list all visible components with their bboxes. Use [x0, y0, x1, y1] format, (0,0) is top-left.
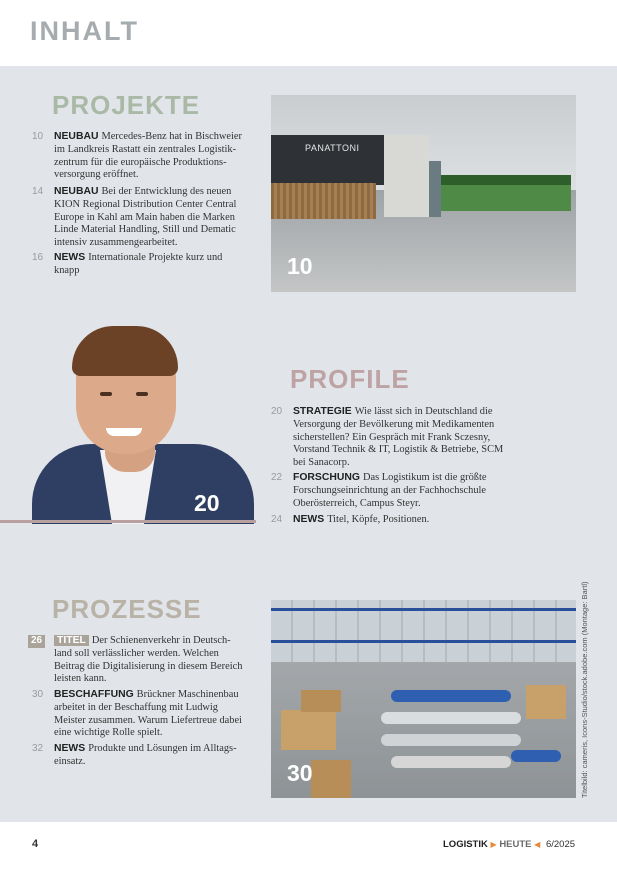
page-header: [0, 0, 617, 66]
portrait-photo: [0, 322, 256, 524]
entry-text-line: Versorgung der Bevölkerung mit Medikamenten: [293, 418, 495, 430]
entry-text-line: versorgung eröffnet.: [54, 169, 139, 181]
entry-text-line: Wie lässt sich in Deutschland die: [354, 406, 493, 417]
entry-text-line: im Landkreis Rastatt ein zentrales Logistik-: [54, 143, 237, 155]
entry-keyword: NEUBAU: [54, 131, 99, 142]
section-title-projekte: PROJEKTE: [52, 90, 201, 120]
entry-keyword: NEWS: [54, 252, 86, 263]
brand-name-part1: LOGISTIK: [443, 839, 488, 850]
entry-text-line: zentrum für die europäische Produktions-: [54, 156, 227, 168]
entry-text-line: Linde Material Handling, Still und Dematic: [54, 224, 236, 236]
brand-arrow-icon: ▶: [490, 840, 497, 849]
toc-entry[interactable]: [32, 635, 262, 686]
entry-keyword: NEWS: [54, 743, 86, 754]
entry-keyword: NEUBAU: [54, 186, 99, 197]
section-title-prozesse: PROZESSE: [52, 594, 202, 624]
entry-page-number: 16: [32, 252, 44, 263]
entry-text-line: Brückner Maschinenbau: [136, 689, 239, 700]
entry-keyword: STRATEGIE: [293, 406, 352, 417]
entry-text-line: eine wichtige Rolle spielt.: [54, 727, 163, 739]
entry-text-line: Meister zusammen. Warum Liefertreue dabei: [54, 714, 242, 726]
entry-text-line: Oberösterreich, Campus Steyr.: [293, 497, 421, 509]
toc-entry[interactable]: [271, 472, 571, 510]
entry-text-line: Produkte und Lösungen im Alltags-: [88, 743, 237, 754]
entry-keyword: BESCHAFFUNG: [54, 689, 134, 700]
entry-text-line: Mercedes-Benz hat in Bischweier: [101, 131, 242, 142]
section-title-profile: PROFILE: [290, 364, 410, 394]
page-title: INHALT: [30, 16, 139, 46]
entry-text-line: arbeitet in der Beschaffung mit Ludwig: [54, 701, 218, 713]
entry-page-number: 24: [271, 514, 283, 525]
footer-brand: [443, 839, 575, 850]
entry-text-line: bei Sanacorp.: [293, 457, 350, 469]
entry-text-line: Titel, Köpfe, Positionen.: [327, 514, 430, 525]
entry-text-line: leisten kann.: [54, 673, 107, 685]
entry-keyword: NEWS: [293, 514, 325, 525]
entry-text-line: Bei der Entwicklung des neuen: [101, 186, 232, 197]
warehouse-photo: [271, 95, 576, 292]
entry-text-line: knapp: [54, 264, 80, 276]
factory-photo: [271, 600, 576, 798]
entry-keyword: TITEL: [54, 635, 89, 646]
photo-page-number: 20: [194, 490, 220, 516]
entry-text-line: Europe in Kahl am Main haben die Marken: [54, 211, 235, 223]
entry-text-line: Vorstand Technik & IT, Logistik & Betriebe, SCM: [293, 444, 504, 456]
entry-text-line: intensiv zusammengearbeitet.: [54, 237, 178, 249]
entry-page-number: 30: [32, 689, 44, 700]
entry-text-line: sicherstellen? Ein Gespräch mit Frank Sczesny,: [293, 431, 491, 443]
brand-name-part2: HEUTE: [499, 839, 532, 850]
toc-entry[interactable]: [32, 131, 262, 182]
entry-text-line: Forschungseinrichtung an der Fachhochschule: [293, 484, 487, 496]
toc-entry[interactable]: [32, 743, 262, 769]
toc-entry[interactable]: [32, 252, 262, 278]
entry-page-number: 10: [32, 131, 44, 142]
entry-page-number: 26: [28, 635, 45, 648]
entry-page-number: 22: [271, 472, 283, 483]
entry-text-line: Internationale Projekte kurz und: [88, 252, 223, 263]
entry-page-number: 14: [32, 186, 44, 197]
entry-page-number: 32: [32, 743, 44, 754]
photo-page-number: 10: [287, 253, 313, 279]
toc-entry[interactable]: [32, 186, 262, 250]
toc-entry[interactable]: [271, 406, 571, 470]
entry-page-number: 20: [271, 406, 283, 417]
issue-number: 6/2025: [545, 839, 576, 850]
entry-text-line: Der Schienenverkehr in Deutsch-: [91, 635, 231, 646]
toc-entry[interactable]: [32, 689, 262, 740]
brand-arrow-left-icon: ◀: [534, 840, 541, 849]
entry-text-line: KION Regional Distribution Center Central: [54, 198, 237, 210]
entry-keyword: FORSCHUNG: [293, 472, 360, 483]
building-sign: PANATTONI: [305, 143, 360, 153]
entry-text-line: land soll verlässlicher werden. Welchen: [54, 647, 219, 659]
image-credit: Titelbild: cameris, Icons-Studio/stock.adobe.com (Montage: Bartl): [580, 581, 589, 798]
entry-text-line: einsatz.: [54, 755, 86, 767]
entry-text-line: Beitrag die Digitalisierung in diesem Bereich: [54, 660, 243, 672]
entry-text-line: Das Logistikum ist die größte: [362, 472, 487, 483]
toc-entry[interactable]: [271, 514, 571, 527]
footer-page-number: 4: [32, 838, 39, 850]
photo-page-number: 30: [287, 760, 313, 786]
